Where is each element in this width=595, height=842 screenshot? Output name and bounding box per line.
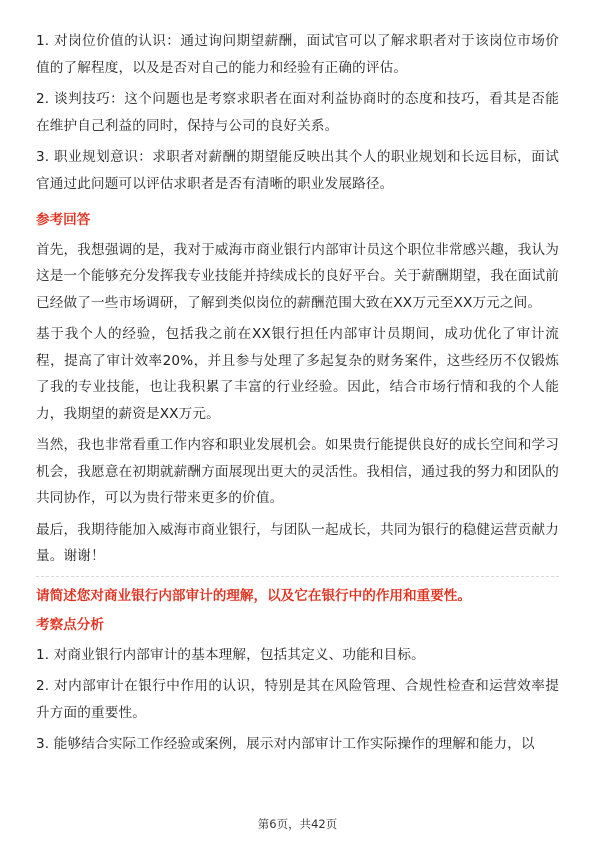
intro-points [36, 28, 559, 197]
analysis-heading: 考察点分析 [36, 617, 104, 633]
analysis-points [36, 642, 559, 758]
answer-paragraph: 当然，我也非常看重工作内容和职业发展机会。如果贵行能提供良好的成长空间和学习机会，我愿意在初期就薪酬方面展现出更大的灵活性。我相信，通过我的努力和团队的共同协作，可以为贵行带来更多的价值。 [36, 437, 559, 506]
intro-point: 2. 谈判技巧：这个问题也是考察求职者在面对利益协商时的态度和技巧，看其是否能在维护自己利益的同时，保持与公司的良好关系。 [36, 91, 559, 134]
question-title: 请简述您对商业银行内部审计的理解，以及它在银行中的作用和重要性。 [36, 587, 471, 604]
page-number: 第6页，共42页 [257, 817, 338, 831]
intro-point: 1. 对岗位价值的认识：通过询问期望薪酬，面试官可以了解求职者对于该岗位市场价值的了解程度，以及是否对自己的能力和经验有正确的评估。 [36, 33, 559, 76]
answer-paragraph: 基于我个人的经验，包括我之前在XX银行担任内部审计员期间，成功优化了审计流程，提高了审计效率20%，并且参与处理了多起复杂的财务案件，这些经历不仅锻炼了我的专业技能，也让我积累了丰富的行业经验。因此，结合市场行情和我的个人能力，我期望的薪资是XX万元。 [36, 326, 559, 422]
analysis-point: 2. 对内部审计在银行中作用的认识，特别是其在风险管理、合规性检查和运营效率提升方面的重要性。 [36, 678, 559, 721]
answer-paragraph: 首先，我想强调的是，我对于威海市商业银行内部审计员这个职位非常感兴趣，我认为这是一个能够充分发挥我专业技能并持续成长的良好平台。关于薪酬期望，我在面试前已经做了一些市场调研，了解到类似岗位的薪酬范围大致在XX万元至XX万元之间。 [36, 241, 559, 311]
section-divider [36, 576, 559, 577]
answer-paragraph: 最后，我期待能加入威海市商业银行，与团队一起成长，共同为银行的稳健运营贡献力量。谢谢！ [36, 521, 559, 564]
analysis-point: 1. 对商业银行内部审计的基本理解，包括其定义、功能和目标。 [36, 646, 425, 663]
analysis-point: 3. 能够结合实际工作经验或案例，展示对内部审计工作实际操作的理解和能力，以 [36, 736, 535, 752]
answer-body [36, 237, 559, 570]
page-content [36, 28, 559, 763]
answer-heading: 参考回答 [36, 212, 91, 228]
intro-point: 3. 职业规划意识：求职者对薪酬的期望能反映出其个人的职业规划和长远目标，面试官通过此问题可以评估求职者是否有清晰的职业发展路径。 [36, 149, 559, 192]
